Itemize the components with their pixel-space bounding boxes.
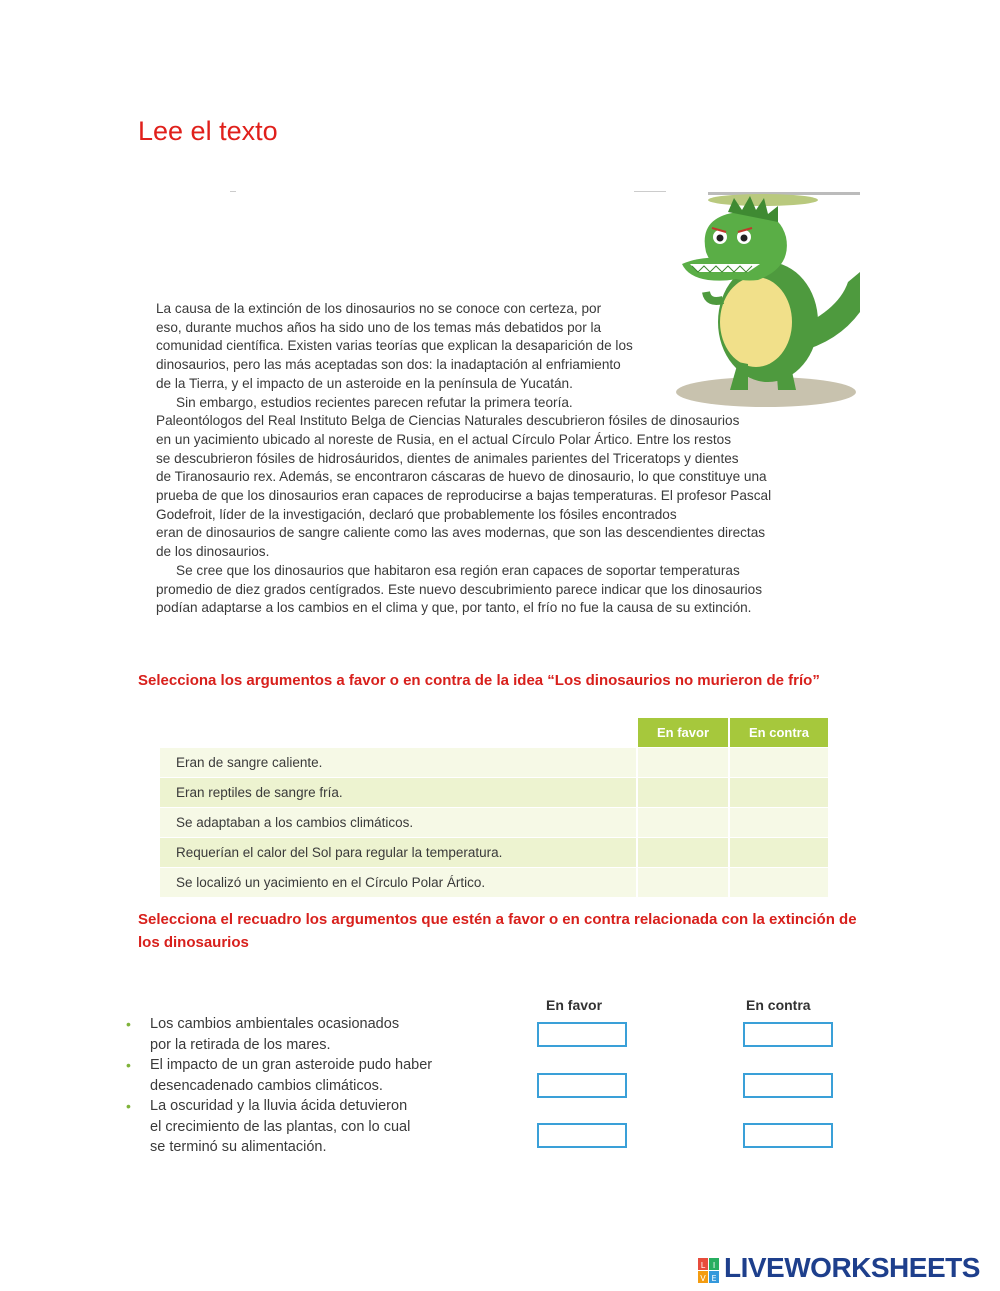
cell-favor[interactable] (638, 748, 728, 777)
header-en-contra: En contra (730, 718, 828, 747)
cell-contra[interactable] (730, 808, 828, 837)
logo-letter-v: V (700, 1274, 706, 1283)
bullet-icon: • (126, 1098, 131, 1114)
page-title: Lee el texto (138, 116, 278, 146)
cell-favor[interactable] (638, 808, 728, 837)
column-en-favor: En favor (546, 997, 603, 1013)
reading-line: podían adaptarse a los cambios en el clima y que, por tanto, el frío no fue la causa de su extinción. (156, 600, 752, 616)
row-statement: Se adaptaban a los cambios climáticos. (160, 808, 636, 837)
item-line: el crecimiento de las plantas, con lo cual (150, 1118, 411, 1135)
answer-box-contra-3[interactable] (743, 1123, 833, 1148)
reading-line: prueba de que los dinosaurios eran capaces de reproducirse a bajas temperaturas. El profesor Pascal (156, 488, 772, 504)
list-item (126, 1096, 486, 1158)
reading-line: La causa de la extinción de los dinosaurios no se conoce con certeza, por (156, 301, 602, 316)
reading-line: de la Tierra, y el impacto de un asteroide en la península de Yucatán. (156, 375, 573, 391)
reading-line: eran de dinosaurios de sangre caliente como las aves modernas, que son las descendientes directas (156, 525, 766, 541)
item-line: desencadenado cambios climáticos. (150, 1077, 383, 1094)
reading-line: de Tiranosaurio rex. Además, se encontraron cáscaras de huevo de dinosaurio, lo que constituye una (156, 469, 767, 485)
table-row (160, 808, 828, 837)
item-line: por la retirada de los mares. (150, 1036, 331, 1053)
cell-contra[interactable] (730, 778, 828, 807)
liveworksheets-logo-icon (698, 1258, 720, 1284)
reading-line: comunidad científica. Existen varias teorías que explican la desaparición de los (156, 338, 633, 354)
table-row (160, 868, 828, 897)
item-line: se terminó su alimentación. (150, 1139, 327, 1155)
reading-text (156, 300, 826, 618)
table-header (160, 718, 828, 747)
cell-contra[interactable] (730, 748, 828, 777)
argument-list (126, 1014, 486, 1158)
reading-line: en un yacimiento ubicado al noreste de Rusia, en el actual Círculo Polar Ártico. Entre los restos (156, 431, 732, 447)
list-item (126, 1055, 486, 1096)
cell-favor[interactable] (638, 868, 728, 897)
item-line: La oscuridad y la lluvia ácida detuvieron (150, 1098, 408, 1114)
bullet-icon: • (126, 1016, 131, 1032)
liveworksheets-logo: LIVEWORKSHEETS (724, 1252, 980, 1283)
logo-letter-i: I (712, 1261, 716, 1270)
cell-favor[interactable] (638, 778, 728, 807)
answer-box-contra-2[interactable] (743, 1073, 833, 1098)
reading-line: dinosaurios, pero las más aceptadas son dos: la inadaptación al enfriamiento (156, 357, 621, 373)
item-line: Los cambios ambientales ocasionados (150, 1016, 400, 1032)
table-row (160, 778, 828, 807)
instruction-1: Selecciona los argumentos a favor o en contra de la idea “Los dinosaurios no murieron de frío” (138, 672, 820, 689)
arguments-table (160, 718, 828, 897)
reading-line: eso, durante muchos años ha sido uno de los temas más debatidos por la (156, 319, 602, 335)
column-en-contra: En contra (746, 997, 811, 1013)
cell-contra[interactable] (730, 838, 828, 867)
row-statement: Requerían el calor del Sol para regular la temperatura. (160, 838, 636, 867)
list-item (126, 1014, 486, 1055)
divider (634, 191, 666, 192)
row-statement: Se localizó un yacimiento en el Círculo Polar Ártico. (160, 868, 636, 897)
cell-favor[interactable] (638, 838, 728, 867)
reading-line: Paleontólogos del Real Instituto Belga de Ciencias Naturales descubrieron fósiles de dinosaurios (156, 413, 740, 429)
instruction-2: Selecciona el recuadro los argumentos que estén a favor o en contra relacionada con la extinción de los dinosaurios (138, 911, 857, 951)
reading-line: se descubrieron fósiles de hidrosáuridos, dientes de animales parientes del Triceratops y dientes (156, 450, 739, 466)
cell-contra[interactable] (730, 868, 828, 897)
answer-box-favor-1[interactable] (537, 1022, 627, 1047)
divider (230, 191, 236, 192)
bullet-icon: • (126, 1057, 131, 1073)
reading-line: Godefroit, líder de la investigación, declaró que probablemente los fósiles encontrados (156, 506, 677, 522)
header-en-favor: En favor (638, 718, 728, 747)
table-row (160, 838, 828, 867)
row-statement: Eran reptiles de sangre fría. (160, 778, 636, 807)
item-line: El impacto de un gran asteroide pudo haber (150, 1057, 433, 1073)
answer-box-favor-2[interactable] (537, 1073, 627, 1098)
answer-box-contra-1[interactable] (743, 1022, 833, 1047)
reading-line: de los dinosaurios. (156, 544, 270, 560)
reading-line: Se cree que los dinosaurios que habitaron esa región eran capaces de soportar temperaturas (176, 562, 740, 578)
logo-letter-l: L (700, 1261, 706, 1270)
row-statement: Eran de sangre caliente. (160, 748, 636, 777)
answer-box-favor-3[interactable] (537, 1123, 627, 1148)
logo-letter-e: E (711, 1274, 717, 1283)
table-row (160, 748, 828, 777)
reading-line: promedio de diez grados centígrados. Este nuevo descubrimiento parece indicar que los dinosaurios (156, 581, 763, 597)
reading-line: Sin embargo, estudios recientes parecen refutar la primera teoría. (176, 394, 573, 410)
